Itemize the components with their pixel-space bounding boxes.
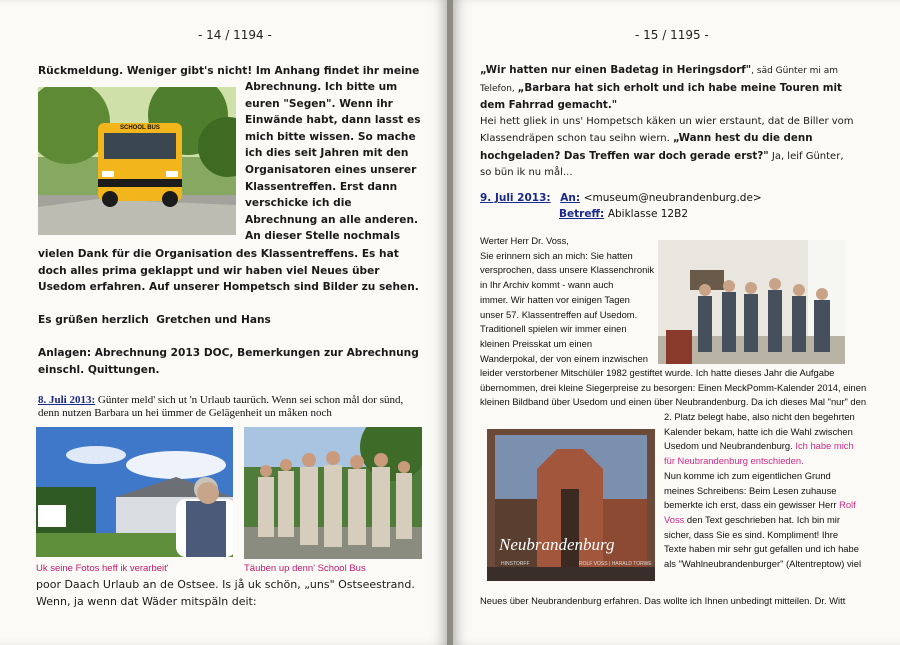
letter-text: als "Wahlneubrandenburger" (Altentreptow) viel: [664, 558, 862, 570]
left-page: [0, 0, 447, 645]
letter-text: den Text geschrieben hat. Ich bin mir: [684, 513, 840, 525]
text-line: vielen Dank für die Organisation des Klassentreffens. Es hat: [38, 248, 399, 260]
text-line: einschl. Quittungen.: [38, 363, 160, 376]
text-line: versprochen, dass unsere Klassenchronik: [480, 264, 655, 276]
text-line: Usedom erfahren. Auf unserer Hompetsch sind Bilder zu sehen.: [38, 281, 419, 294]
letter-text: Usedom und Neubrandenburg.: [664, 440, 796, 452]
text-line: ich dies seit Jahren mit den: [245, 147, 409, 160]
letter-text: meines Schreibens: Beim Lesen zuhause: [664, 484, 837, 496]
quote-text: Ja, leif Günter,: [768, 150, 844, 162]
text-line: verschicke ich die: [245, 197, 352, 210]
page-number: - 14 / 1194 -: [198, 28, 272, 42]
text-line: Anlagen: Abrechnung 2013 DOC, Bemerkungen zur Abrechnung: [38, 347, 419, 359]
entry-text: Günter meld' sich ut 'n Urlaub taurüch. Wenn sei schon mål dor sünd,: [95, 394, 404, 406]
right-page: [453, 0, 900, 645]
quote-text: , säd Günter mi am: [751, 66, 839, 76]
letter-text: Kalender bekam, hatte ich die Wahl zwischen: [664, 425, 853, 437]
text-line: [664, 439, 861, 454]
email-header: [480, 192, 762, 204]
closing-text: [36, 577, 415, 610]
letter-wrapped: [480, 234, 654, 366]
letter-text: Nun komme ich zum eigentlichen Grund: [664, 469, 831, 481]
text-line: in Ihr Archiv kommt - wann auch: [480, 279, 614, 291]
mail-subject-label: Betreff:: [559, 208, 605, 220]
photo-caption: Täuben up denn' School Bus: [244, 563, 366, 574]
text-line: [664, 528, 861, 543]
highlight-text: für Neubrandenburg entschieden.: [664, 455, 804, 467]
text-line: übernommen, drei kleine Siegerpreise zu besorgen: Einen MeckPomm-Kalender 2014, einen: [480, 381, 867, 393]
letter-text: 2. Platz belegt habe, also nicht den begehrten: [664, 411, 855, 422]
text-line: [664, 469, 861, 484]
entry-date: 8. Juli 2013:: [38, 394, 96, 406]
text-line: Traditionell spielen wir immer einen: [480, 323, 627, 335]
page-number: - 15 / 1195 -: [635, 28, 709, 42]
text-line: Wanderpokal, der von einem inzwischen: [480, 352, 648, 364]
text-line: doch alles prima geklappt und wir haben viel Neues über: [38, 264, 380, 277]
letter-last-line: Neues über Neubrandenburg erfahren. Das wollte ich Ihnen unbedingt mitteilen. Dr. Witt: [480, 595, 846, 606]
diary-entry: [38, 393, 403, 407]
group-photo: [244, 427, 422, 559]
text-line: euren "Segen". Wenn ihr: [245, 97, 393, 110]
text-line: kleinen Preisskat um einen: [480, 337, 593, 349]
text-line: [664, 484, 861, 499]
letter-full: [480, 366, 866, 410]
highlight-text: Voss: [664, 513, 685, 525]
text-line: unser 57. Klassentreffen auf Usedom.: [480, 308, 638, 320]
mail-subject: Abiklasse 12B2: [607, 208, 688, 220]
mail-date: 9. Juli 2013:: [480, 192, 551, 204]
book-cover: [487, 429, 655, 581]
text-line: kleinen Bildband über Usedom und einen über Neubrandenburg. Da ich dieses Mal "nur" den: [480, 396, 867, 408]
text-line: [664, 454, 861, 469]
paragraph-wrapped: [245, 79, 421, 245]
highlight-text: Ich habe mich: [795, 440, 854, 452]
text-line: leider verstorbener Mitschüler 1982 gestiftet wurde. Ich hatte dieses Jahr die Aufgabe: [480, 367, 835, 378]
bus-sign: SCHOOL BUS: [120, 125, 160, 131]
text-line: mich bitte wissen. So mache: [245, 130, 416, 143]
entry-text-line: denn nutzen Barbara un hei ümmer de Gelägenheit un måken noch: [38, 407, 332, 419]
text-line: Einwände habt, dann lasst es: [245, 114, 421, 127]
quote-text: „Wann hest du die denn: [672, 132, 813, 144]
text-line: poor Daach Urlaub an de Ostsee. Is jå uk schön, „uns" Ostseestrand.: [36, 578, 415, 591]
quote-text: hochgeladen? Das Treffen war doch gerade erst?": [480, 149, 769, 162]
letter-text: sicher, dass Sie es sind. Kompliment! Ihre: [664, 528, 839, 540]
book-title: Neubrandenburg: [499, 535, 615, 554]
text-line: Werter Herr Dr. Voss,: [480, 235, 569, 246]
quote-text: „Wir hatten nur einen Badetag in Heringsdorf": [480, 64, 752, 76]
text-line: Sie erinnern sich an mich: Sie hatten: [480, 249, 633, 261]
quote-text: dem Fahrrad gemacht.": [480, 99, 618, 111]
mail-to-label: An:: [560, 192, 581, 204]
mail-recipient: <museum@neubrandenburg.de>: [583, 192, 762, 204]
school-bus-photo: [38, 87, 236, 235]
text-line: [664, 513, 861, 528]
text-line: Organisatoren eines unserer: [245, 163, 417, 176]
text-line: Wenn, ja wenn dat Wäder mitspäln deit:: [36, 594, 257, 608]
text-line: An dieser Stelle nochmals: [245, 230, 401, 243]
highlight-text: Rolf: [839, 499, 856, 511]
text-line: Abrechnung an alle anderen.: [245, 213, 419, 226]
paragraph-line: Rückmeldung. Weniger gibt's nicht! Im Anhang findet ihr meine: [38, 65, 420, 77]
quote-text: so bün ik nu mål...: [480, 167, 573, 178]
text-line: immer. Wir hatten vor einigen Tagen: [480, 293, 630, 305]
book-publisher: HINSTORFF: [501, 561, 530, 567]
quote-text: Telefon,: [480, 83, 518, 94]
quote-paragraph: [480, 62, 885, 182]
book-authors: ROLF VOSS | HARALD TORWE: [579, 561, 652, 567]
quote-text: Hei hett gliek in uns' Hompetsch käken un wier erstaunt, dat de Biller vom: [480, 115, 854, 127]
quote-text: „Barbara hat sich erholt und ich habe meine Touren mit: [517, 81, 842, 94]
paragraph-full: [38, 246, 419, 296]
text-line: Klassentreffen. Erst dann: [245, 180, 398, 193]
text-line: [664, 557, 861, 572]
attachments: [38, 345, 419, 378]
letter-wrapped-2: [664, 410, 861, 572]
meeting-photo: [658, 240, 845, 364]
quote-text: Klassendräpen schon tau seihn wiern.: [480, 133, 673, 144]
text-line: [664, 498, 861, 513]
text-line: Abrechnung. Ich bitte um: [245, 81, 398, 93]
photo-caption: Uk seine Fotos heff ik verarbeit': [36, 563, 169, 574]
photographer-photo: [36, 427, 233, 557]
letter-text: bemerkte ich erst, dass ein gewisser Herr: [664, 499, 840, 511]
text-line: [664, 542, 861, 557]
letter-text: Texte haben mir sehr gut gefallen und ich habe: [664, 543, 859, 555]
text-line: [664, 425, 861, 440]
greeting: Es grüßen herzlich Gretchen und Hans: [38, 314, 271, 326]
text-line: [664, 410, 861, 425]
email-subject: [559, 208, 688, 220]
